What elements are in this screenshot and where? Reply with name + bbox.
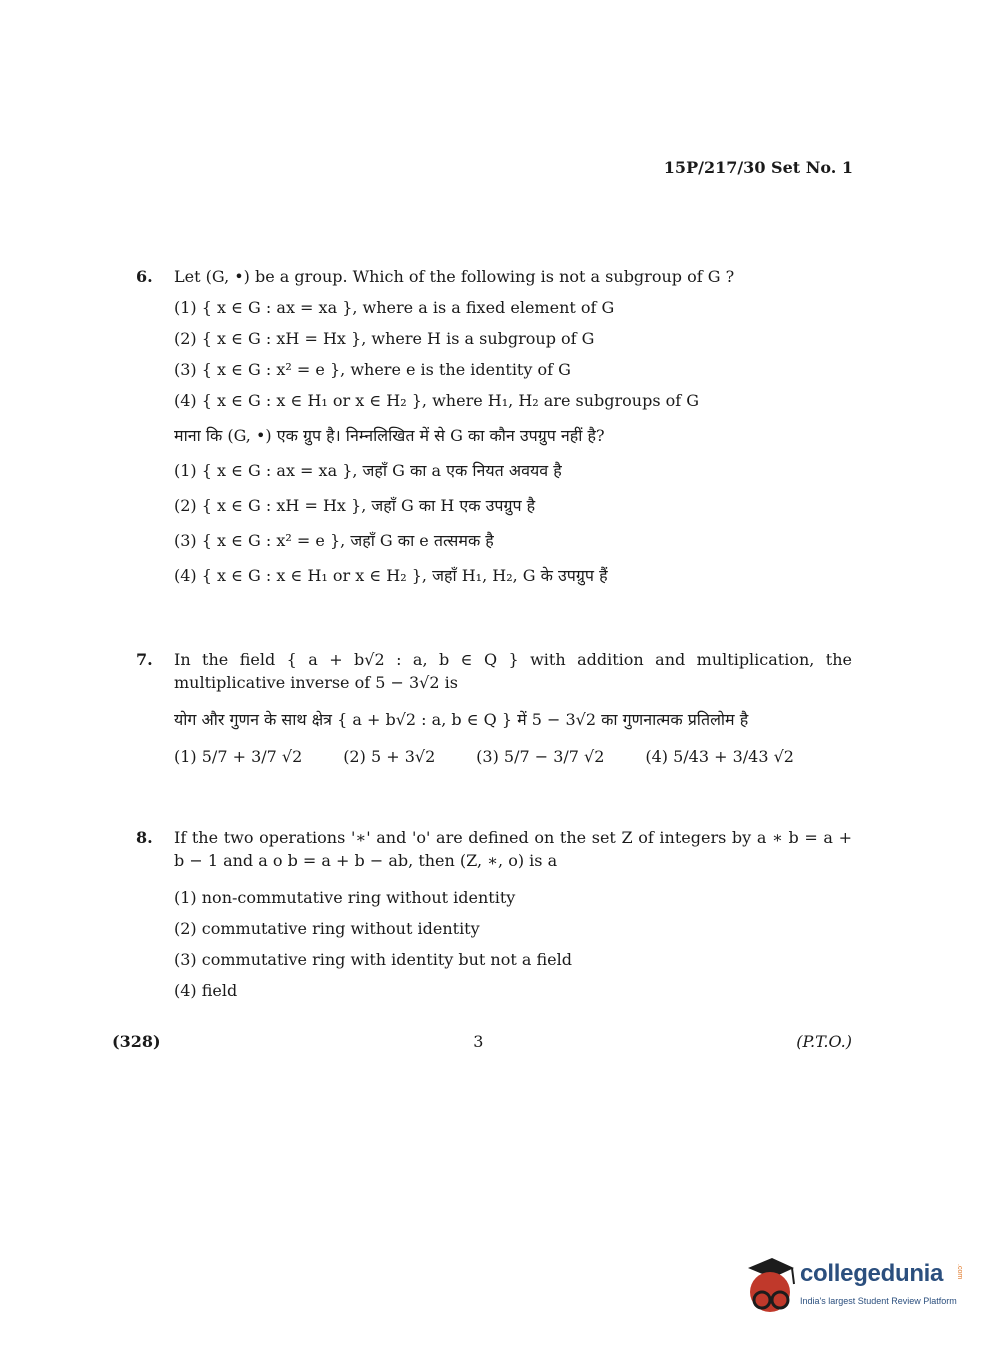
paper-code: 15P/217/30 Set No. 1 [663, 158, 853, 177]
page-number: 3 [473, 1032, 484, 1051]
option-1: (1) 5/7 + 3/7 √2 [174, 747, 303, 766]
option-en-3: (3) { x ∈ G : x² = e }, where e is the identity of G [174, 360, 571, 379]
option-3: (3) commutative ring with identity but not a field [174, 950, 573, 969]
mascot-icon [742, 1254, 798, 1320]
options-row [174, 745, 794, 768]
option-en-1: (1) { x ∈ G : ax = xa }, where a is a fixed element of G [174, 298, 615, 317]
option-en-2: (2) { x ∈ G : xH = Hx }, where H is a subgroup of G [174, 329, 595, 348]
option-hi-3: (3) { x ∈ G : x² = e }, जहाँ G का e तत्समक है [174, 531, 494, 550]
option-hi-2: (2) { x ∈ G : xH = Hx }, जहाँ G का H एक उपग्रुप है [174, 496, 536, 515]
question-7 [136, 648, 852, 768]
question-text-hi: माना कि (G, •) एक ग्रुप है। निम्नलिखित में से G का कौन उपग्रुप नहीं है? [174, 426, 605, 445]
question-number: 7. [136, 650, 153, 669]
option-2: (2) 5 + 3√2 [343, 747, 436, 766]
question-text-en: Let (G, •) be a group. Which of the following is not a subgroup of G ? [174, 267, 735, 286]
question-8 [136, 826, 852, 1002]
option-hi-4: (4) { x ∈ G : x ∈ H₁ or x ∈ H₂ }, जहाँ H₁, H₂, G के उपग्रुप हैं [174, 566, 608, 585]
question-text-en: In the field { a + b√2 : a, b ∈ Q } with addition and multiplication, the multiplicative inverse of 5 − 3√2 is [174, 650, 852, 692]
option-4: (4) field [174, 981, 238, 1000]
option-2: (2) commutative ring without identity [174, 919, 480, 938]
question-number: 8. [136, 828, 153, 847]
option-en-4: (4) { x ∈ G : x ∈ H₁ or x ∈ H₂ }, where H₁, H₂ are subgroups of G [174, 391, 700, 410]
footer-code: (328) [112, 1032, 161, 1051]
question-text-hi: योग और गुणन के साथ क्षेत्र { a + b√2 : a, b ∈ Q } में 5 − 3√2 का गुणनात्मक प्रतिलोम है [174, 710, 749, 729]
logo-brand: collegedunia [800, 1260, 944, 1287]
question-6 [136, 265, 852, 587]
question-text-en: If the two operations '∗' and 'o' are defined on the set Z of integers by a ∗ b = a + b − 1 and a o b = a + b − ab, then (Z, ∗, o) is a [174, 828, 852, 870]
option-3: (3) 5/7 − 3/7 √2 [476, 747, 605, 766]
logo-tagline: India's largest Student Review Platform [800, 1296, 957, 1306]
question-number: 6. [136, 267, 153, 286]
option-hi-1: (1) { x ∈ G : ax = xa }, जहाँ G का a एक नियत अवयव है [174, 461, 562, 480]
option-4: (4) 5/43 + 3/43 √2 [645, 747, 794, 766]
page-footer [112, 1032, 852, 1051]
collegedunia-logo [742, 1254, 972, 1324]
pto-label: (P.T.O.) [796, 1032, 852, 1051]
option-1: (1) non-commutative ring without identity [174, 888, 516, 907]
logo-suffix: .com [956, 1264, 963, 1280]
